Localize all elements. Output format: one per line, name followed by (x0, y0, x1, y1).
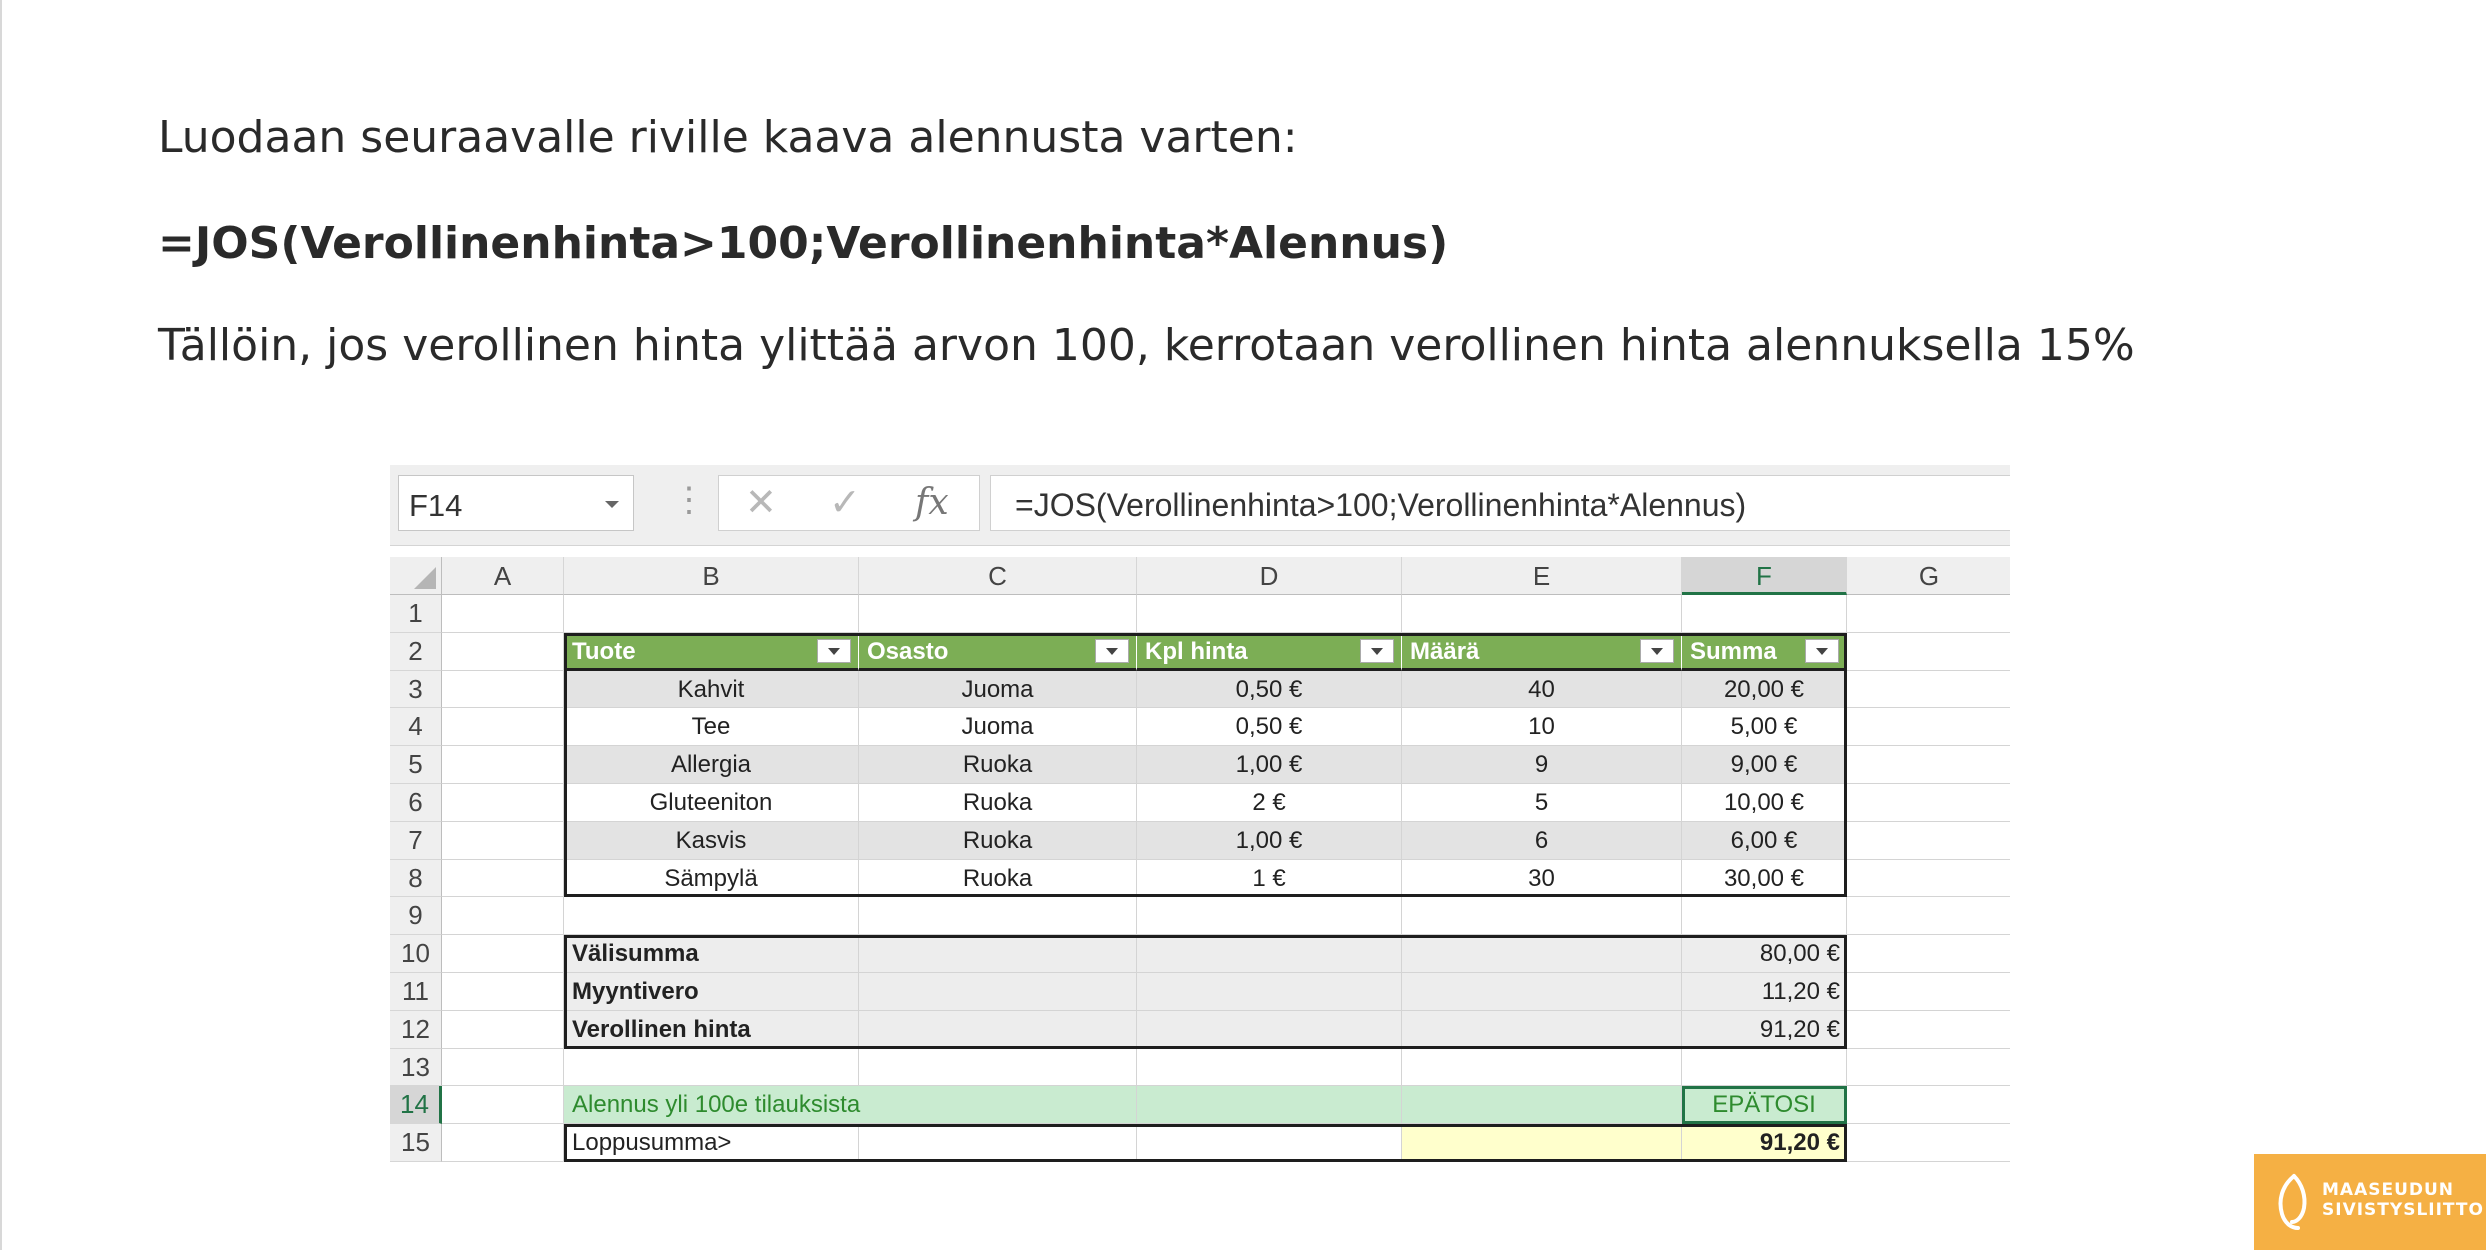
empty-cell[interactable] (442, 784, 564, 822)
formula-text: =JOS(Verollinenhinta>100;Verollinenhinta*Alennus) (158, 218, 1449, 269)
total-empty-cell[interactable] (859, 935, 1137, 973)
cell-maara[interactable]: 30 (1402, 860, 1682, 898)
empty-cell[interactable] (1682, 595, 1847, 633)
empty-cell[interactable] (1847, 1086, 2010, 1124)
maaseudun-sivistysliitto-logo (2254, 1154, 2486, 1250)
cell-kpl-hinta[interactable]: 1,00 € (1137, 822, 1402, 860)
row-header-11[interactable]: 11 (390, 973, 442, 1011)
cell-tuote[interactable]: Kasvis (564, 822, 859, 860)
left-border (0, 0, 2, 1250)
chevron-down-icon[interactable] (605, 501, 619, 508)
column-header-c[interactable]: C (859, 557, 1137, 595)
cell-summa[interactable]: 20,00 € (1682, 671, 1847, 709)
empty-cell[interactable] (859, 1049, 1137, 1087)
empty-cell[interactable] (1847, 633, 2010, 671)
empty-cell[interactable] (442, 860, 564, 898)
discount-empty-cell[interactable] (1137, 1086, 1402, 1124)
cell-maara[interactable]: 6 (1402, 822, 1682, 860)
cell-kpl-hinta[interactable]: 1 € (1137, 860, 1402, 898)
empty-cell[interactable] (564, 1049, 859, 1087)
empty-cell[interactable] (859, 897, 1137, 935)
total-value[interactable]: 80,00 € (1682, 935, 1847, 973)
final-highlight-cell[interactable] (1402, 1124, 1682, 1162)
empty-cell[interactable] (859, 595, 1137, 633)
cell-kpl-hinta[interactable]: 2 € (1137, 784, 1402, 822)
empty-cell[interactable] (442, 935, 564, 973)
formula-buttons (718, 475, 980, 531)
row-header-4[interactable]: 4 (390, 708, 442, 746)
final-empty-cell[interactable] (859, 1124, 1137, 1162)
row-header-7[interactable]: 7 (390, 822, 442, 860)
cell-summa[interactable]: 6,00 € (1682, 822, 1847, 860)
cell-osasto[interactable]: Ruoka (859, 822, 1137, 860)
empty-cell[interactable] (442, 897, 564, 935)
empty-cell[interactable] (564, 897, 859, 935)
cell-osasto[interactable]: Juoma (859, 671, 1137, 709)
total-empty-cell[interactable] (1402, 973, 1682, 1011)
table-header-kpl-hinta[interactable]: Kpl hinta (1137, 633, 1402, 671)
total-value[interactable]: 11,20 € (1682, 973, 1847, 1011)
empty-cell[interactable] (442, 1011, 564, 1049)
total-empty-cell[interactable] (1137, 1011, 1402, 1049)
row-header-3[interactable]: 3 (390, 671, 442, 709)
row-header-5[interactable]: 5 (390, 746, 442, 784)
logo-text (2322, 1180, 2484, 1220)
row-header-2[interactable]: 2 (390, 633, 442, 671)
filter-dropdown-icon[interactable] (1095, 639, 1129, 663)
row-header-8[interactable]: 8 (390, 860, 442, 898)
row-header-9[interactable]: 9 (390, 897, 442, 935)
cell-summa[interactable]: 30,00 € (1682, 860, 1847, 898)
final-empty-cell[interactable] (1137, 1124, 1402, 1162)
empty-cell[interactable] (1847, 935, 2010, 973)
total-empty-cell[interactable] (1137, 935, 1402, 973)
empty-cell[interactable] (1847, 784, 2010, 822)
cell-summa[interactable]: 5,00 € (1682, 708, 1847, 746)
table-header-summa[interactable]: Summa (1682, 633, 1847, 671)
cell-kpl-hinta[interactable]: 0,50 € (1137, 671, 1402, 709)
empty-cell[interactable] (1682, 897, 1847, 935)
total-label[interactable]: Verollinen hinta (564, 1011, 859, 1049)
select-all-corner[interactable] (390, 557, 442, 595)
filter-dropdown-icon[interactable] (1640, 639, 1674, 663)
cell-summa[interactable]: 10,00 € (1682, 784, 1847, 822)
total-empty-cell[interactable] (859, 1011, 1137, 1049)
leaf-logo-icon (2274, 1172, 2314, 1232)
total-empty-cell[interactable] (1402, 935, 1682, 973)
empty-cell[interactable] (442, 633, 564, 671)
row-header-10[interactable]: 10 (390, 935, 442, 973)
column-header-e[interactable]: E (1402, 557, 1682, 595)
empty-cell[interactable] (1402, 897, 1682, 935)
discount-label[interactable]: Alennus yli 100e tilauksista (564, 1086, 1137, 1124)
logo-line-1: MAASEUDUN (2322, 1180, 2455, 1200)
empty-cell[interactable] (442, 595, 564, 633)
cell-osasto[interactable]: Ruoka (859, 860, 1137, 898)
cancel-icon[interactable]: ✕ (745, 482, 777, 524)
row-header-13[interactable]: 13 (390, 1049, 442, 1087)
cell-maara[interactable]: 9 (1402, 746, 1682, 784)
row-header-6[interactable]: 6 (390, 784, 442, 822)
row-header-12[interactable]: 12 (390, 1011, 442, 1049)
cell-osasto[interactable]: Juoma (859, 708, 1137, 746)
empty-cell[interactable] (442, 708, 564, 746)
drag-handle-icon[interactable]: ⋮ (672, 481, 706, 519)
empty-cell[interactable] (1137, 897, 1402, 935)
empty-cell[interactable] (442, 822, 564, 860)
column-header-b[interactable]: B (564, 557, 859, 595)
cell-tuote[interactable]: Sämpylä (564, 860, 859, 898)
empty-cell[interactable] (1847, 860, 2010, 898)
empty-cell[interactable] (1682, 1049, 1847, 1087)
empty-cell[interactable] (1847, 595, 2010, 633)
total-empty-cell[interactable] (859, 973, 1137, 1011)
filter-dropdown-icon[interactable] (1360, 639, 1394, 663)
empty-cell[interactable] (1847, 671, 2010, 709)
final-value-cell[interactable]: 91,20 € (1682, 1124, 1847, 1162)
cell-tuote[interactable]: Allergia (564, 746, 859, 784)
formula-input[interactable]: =JOS(Verollinenhinta>100;Verollinenhinta*Alennus) (990, 475, 2010, 531)
empty-cell[interactable] (1402, 595, 1682, 633)
empty-cell[interactable] (1402, 1049, 1682, 1087)
empty-cell[interactable] (1847, 746, 2010, 784)
column-header-a[interactable]: A (442, 557, 564, 595)
total-empty-cell[interactable] (1137, 973, 1402, 1011)
column-header-g[interactable]: G (1847, 557, 2010, 595)
empty-cell[interactable] (442, 746, 564, 784)
discount-value-cell[interactable]: EPÄTOSI (1682, 1086, 1847, 1124)
table-header-osasto[interactable]: Osasto (859, 633, 1137, 671)
empty-cell[interactable] (1847, 1124, 2010, 1162)
column-header-d[interactable]: D (1137, 557, 1402, 595)
cell-tuote[interactable]: Kahvit (564, 671, 859, 709)
row-header-14[interactable]: 14 (390, 1086, 442, 1124)
empty-cell[interactable] (1137, 595, 1402, 633)
explanation-text: Tällöin, jos verollinen hinta ylittää arvon 100, kerrotaan verollinen hinta alennuksella 15% (158, 320, 2135, 371)
filter-dropdown-icon[interactable] (1805, 639, 1839, 663)
cell-osasto[interactable]: Ruoka (859, 784, 1137, 822)
insert-function-icon[interactable]: fx (915, 482, 949, 523)
empty-cell[interactable] (442, 973, 564, 1011)
final-label[interactable]: Loppusumma> (564, 1124, 859, 1162)
table-header-tuote[interactable]: Tuote (564, 633, 859, 671)
empty-cell[interactable] (442, 1086, 564, 1124)
row-header-1[interactable]: 1 (390, 595, 442, 633)
total-label[interactable]: Välisumma (564, 935, 859, 973)
empty-cell[interactable] (564, 595, 859, 633)
empty-cell[interactable] (1847, 973, 2010, 1011)
row-header-15[interactable]: 15 (390, 1124, 442, 1162)
logo-line-2: SIVISTYSLIITTO (2322, 1200, 2484, 1220)
cell-kpl-hinta[interactable]: 0,50 € (1137, 708, 1402, 746)
cell-maara[interactable]: 40 (1402, 671, 1682, 709)
empty-cell[interactable] (442, 1049, 564, 1087)
cell-osasto[interactable]: Ruoka (859, 746, 1137, 784)
cell-kpl-hinta[interactable]: 1,00 € (1137, 746, 1402, 784)
empty-cell[interactable] (1847, 1049, 2010, 1087)
cell-maara[interactable]: 5 (1402, 784, 1682, 822)
cell-tuote[interactable]: Gluteeniton (564, 784, 859, 822)
cell-tuote[interactable]: Tee (564, 708, 859, 746)
cell-summa[interactable]: 9,00 € (1682, 746, 1847, 784)
name-box[interactable] (398, 475, 634, 531)
empty-cell[interactable] (442, 1124, 564, 1162)
total-empty-cell[interactable] (1402, 1011, 1682, 1049)
intro-text: Luodaan seuraavalle riville kaava alennusta varten: (158, 112, 1298, 163)
enter-icon[interactable]: ✓ (829, 482, 861, 524)
total-label[interactable]: Myyntivero (564, 973, 859, 1011)
empty-cell[interactable] (1847, 897, 2010, 935)
discount-empty-cell[interactable] (1402, 1086, 1682, 1124)
formula-bar (390, 465, 2010, 546)
excel-screenshot (390, 465, 2010, 1163)
empty-cell[interactable] (1847, 708, 2010, 746)
name-box-value: F14 (409, 488, 463, 523)
empty-cell[interactable] (1847, 1011, 2010, 1049)
empty-cell[interactable] (1137, 1049, 1402, 1087)
column-header-f[interactable]: F (1682, 557, 1847, 595)
total-value[interactable]: 91,20 € (1682, 1011, 1847, 1049)
filter-dropdown-icon[interactable] (817, 639, 851, 663)
table-header-määrä[interactable]: Määrä (1402, 633, 1682, 671)
empty-cell[interactable] (442, 671, 564, 709)
cell-maara[interactable]: 10 (1402, 708, 1682, 746)
empty-cell[interactable] (1847, 822, 2010, 860)
